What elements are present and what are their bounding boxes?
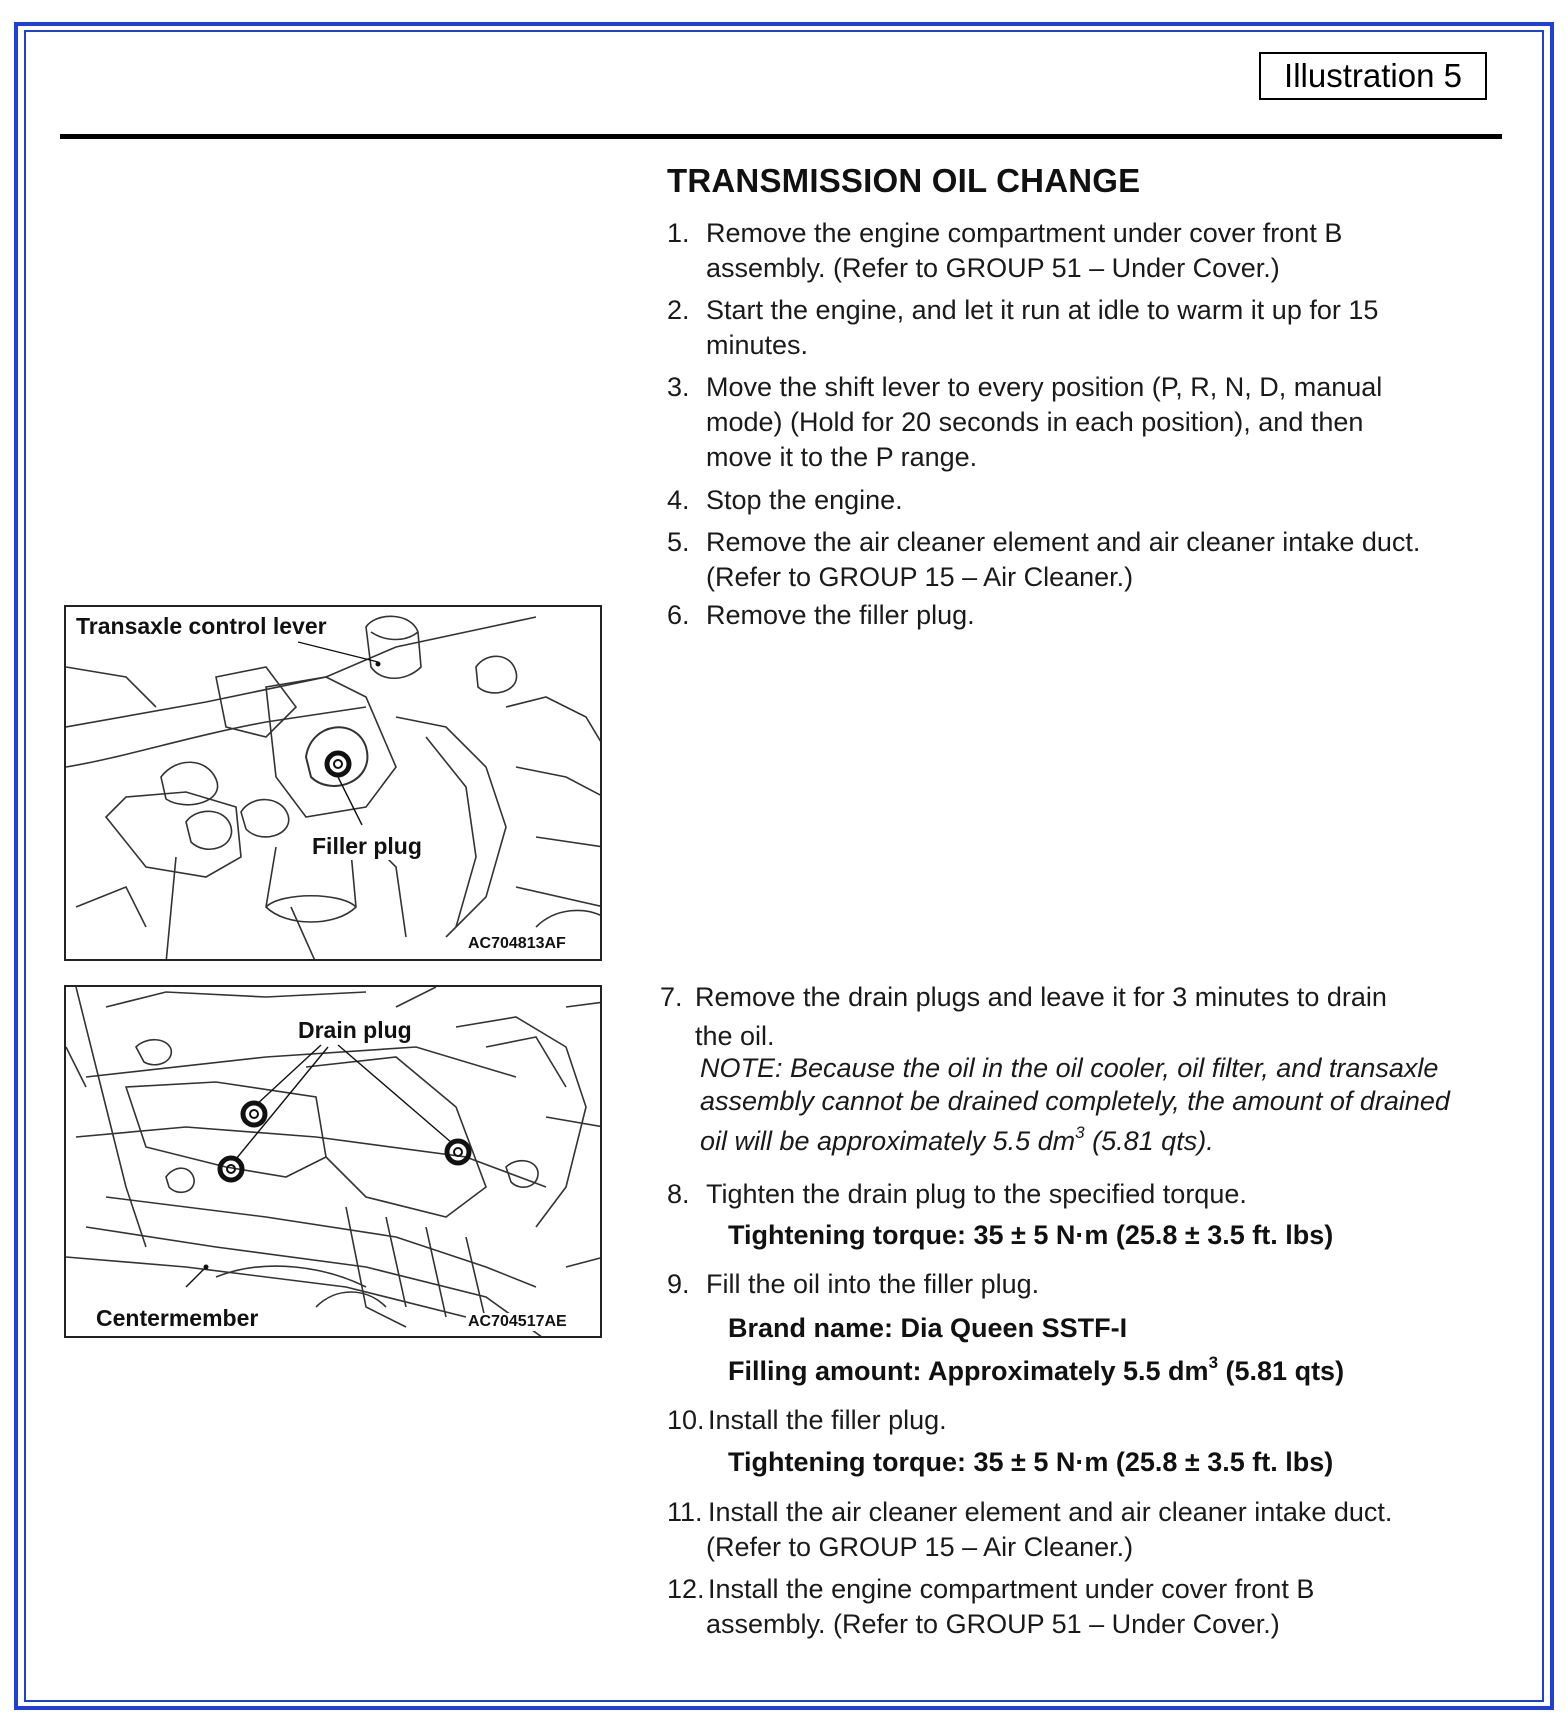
illustration-label: Illustration 5: [1259, 52, 1487, 100]
step-text: Move the shift lever to every position (P, R, N, D, manual mode) (Hold for 20 seconds in each position), and then move it to the P range.: [706, 372, 1383, 472]
step-number: 6.: [667, 600, 690, 630]
step-text: Remove the engine compartment under cover front B assembly. (Refer to GROUP 51 – Under Cover.): [706, 218, 1343, 283]
step-text: Tighten the drain plug to the specified torque.: [706, 1179, 1247, 1209]
figure-filler-plug: [64, 605, 602, 961]
step-text: Remove the air cleaner element and air cleaner intake duct. (Refer to GROUP 15 – Air Cleaner.): [706, 527, 1421, 592]
step-number: 8.: [667, 1179, 690, 1209]
step-text: Install the engine compartment under cover front B assembly. (Refer to GROUP 51 – Under Cover.): [706, 1574, 1315, 1639]
step-text: Install the filler plug.: [708, 1405, 947, 1435]
step-number: 11.: [667, 1497, 703, 1527]
header-rule: [60, 134, 1502, 139]
step-number: 1.: [667, 218, 690, 248]
step-number: 7.: [660, 982, 683, 1012]
step-number: 5.: [667, 527, 690, 557]
step-text: Start the engine, and let it run at idle to warm it up for 15 minutes.: [706, 295, 1379, 360]
step-text: Fill the oil into the filler plug.: [706, 1269, 1040, 1299]
figure-code: AC704517AE: [468, 1313, 567, 1330]
spec-brand: Brand name: Dia Queen SSTF-I: [728, 1313, 1128, 1343]
label-drain-plug: Drain plug: [298, 1017, 412, 1043]
label-filler-plug: Filler plug: [312, 833, 422, 859]
step-number: 4.: [667, 485, 690, 515]
step-text: Stop the engine.: [706, 485, 903, 515]
note-text: NOTE: Because the oil in the oil cooler, oil filter, and transaxle assembly cannot be drained completely, the amount of drained oil will be approximately 5.5 $dm^3$ (5.81 qts).: [700, 1053, 1450, 1156]
step-number: 12.: [667, 1574, 705, 1604]
spec-torque-filler: Tightening torque: 35 ± 5 N·m (25.8 ± 3.5 ft. lbs): [728, 1447, 1334, 1477]
step-number: 10.: [667, 1405, 705, 1435]
label-transaxle-control-lever: Transaxle control lever: [76, 613, 327, 639]
page-title: TRANSMISSION OIL CHANGE: [667, 162, 1141, 199]
step-text: Remove the filler plug.: [706, 600, 975, 630]
step-number: 3.: [667, 372, 690, 402]
step-text: Install the air cleaner element and air cleaner intake duct. (Refer to GROUP 15 – Air Cleaner.): [706, 1497, 1393, 1562]
figure-drain-plugs: [64, 985, 602, 1338]
spec-torque-drain: Tightening torque: 35 ± 5 N·m (25.8 ± 3.5 ft. lbs): [728, 1220, 1334, 1250]
step-text: Remove the drain plugs and leave it for 3 minutes to drain the oil.: [695, 982, 1387, 1051]
filler-plug-drawing: [66, 607, 602, 961]
spec-filling-amount: Filling amount: Approximately 5.5 $dm^3$ (5.81 qts): [728, 1353, 1345, 1386]
figure-code: AC704813AF: [468, 935, 566, 952]
step-number: 9.: [667, 1269, 690, 1299]
label-centermember: Centermember: [96, 1305, 259, 1331]
step-number: 2.: [667, 295, 690, 325]
